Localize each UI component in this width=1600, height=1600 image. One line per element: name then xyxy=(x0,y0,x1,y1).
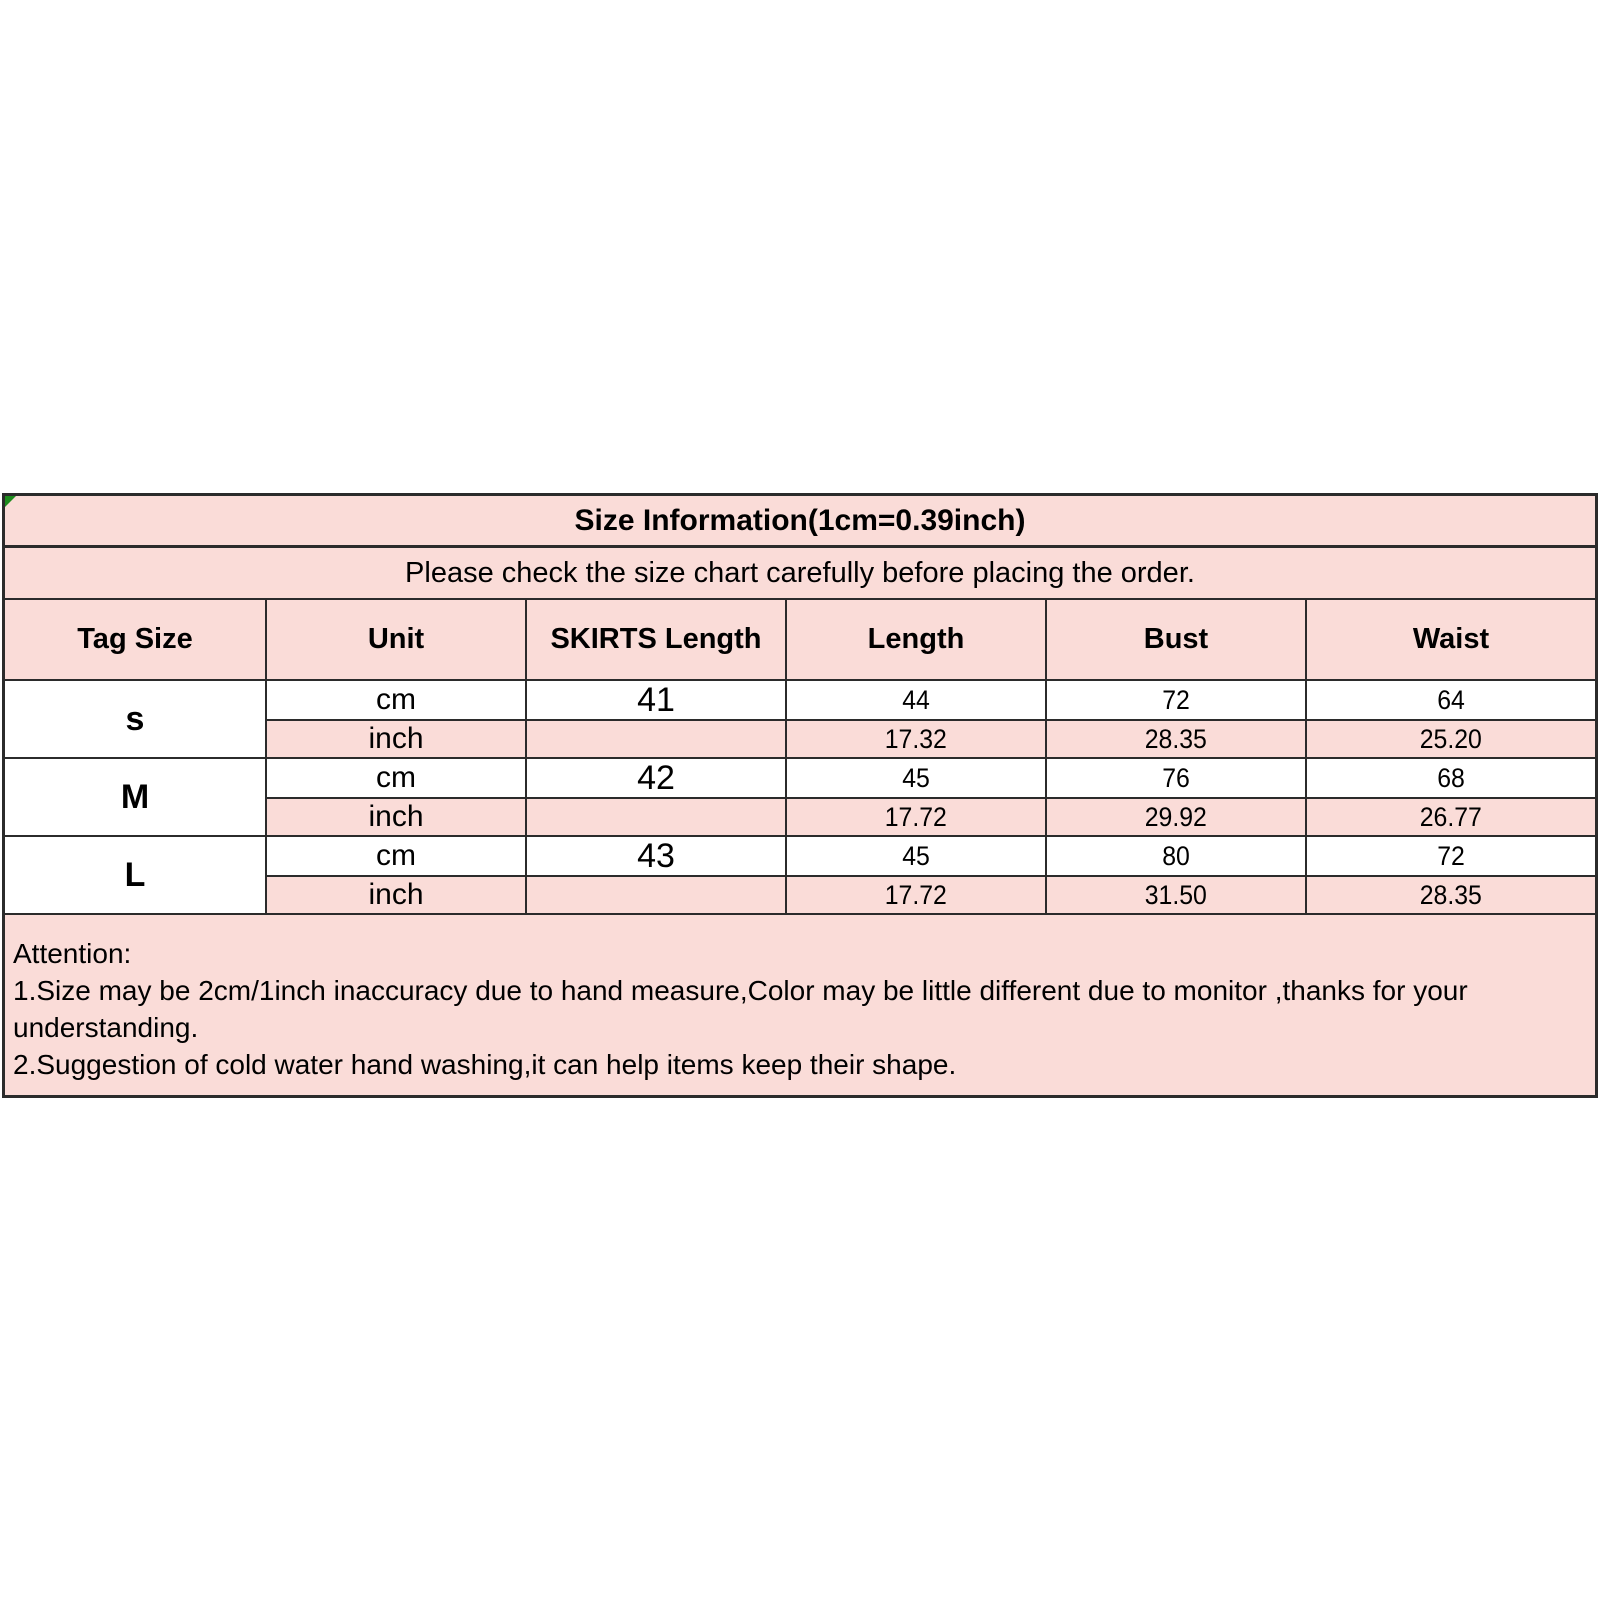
attention-heading: Attention: xyxy=(13,938,132,969)
unit-label: inch xyxy=(368,800,424,833)
bust-value: 28.35 xyxy=(1144,723,1208,754)
unit-label: cm xyxy=(376,683,416,716)
table-title: Size Information(1cm=0.39inch) xyxy=(5,496,1595,548)
size-row-m xyxy=(5,759,1595,837)
table-header-row xyxy=(5,600,1595,681)
header-tag-size: Tag Size xyxy=(5,600,267,679)
unit-label: cm xyxy=(376,761,416,794)
unit-label: cm xyxy=(376,839,416,872)
waist-value: 25.20 xyxy=(1419,723,1483,754)
skirts-length-value: 41 xyxy=(637,680,675,719)
header-skirts-length: SKIRTS Length xyxy=(527,600,787,679)
size-information-table xyxy=(2,493,1598,1098)
tag-size-label: s xyxy=(5,681,267,757)
header-length: Length xyxy=(787,600,1047,679)
skirts-length-value: 42 xyxy=(637,758,675,797)
bust-value: 80 xyxy=(1162,840,1190,871)
unit-label: inch xyxy=(368,722,424,755)
unit-label: inch xyxy=(368,878,424,911)
length-value: 17.72 xyxy=(884,879,948,910)
size-row-s xyxy=(5,681,1595,759)
skirts-length-value: 43 xyxy=(637,836,675,875)
size-row-l xyxy=(5,837,1595,915)
length-value: 17.72 xyxy=(884,801,948,832)
tag-size-label: L xyxy=(5,837,267,913)
waist-value: 26.77 xyxy=(1419,801,1483,832)
waist-value: 72 xyxy=(1437,840,1465,871)
waist-value: 64 xyxy=(1437,684,1465,715)
length-value: 45 xyxy=(902,840,930,871)
attention-line-2: 2.Suggestion of cold water hand washing,it can help items keep their shape. xyxy=(13,1049,957,1080)
bust-value: 76 xyxy=(1162,762,1190,793)
bust-value: 31.50 xyxy=(1144,879,1208,910)
length-value: 45 xyxy=(902,762,930,793)
header-unit: Unit xyxy=(267,600,527,679)
table-subtitle: Please check the size chart carefully before placing the order. xyxy=(5,548,1595,600)
length-value: 44 xyxy=(902,684,930,715)
waist-value: 28.35 xyxy=(1419,879,1483,910)
header-bust: Bust xyxy=(1047,600,1307,679)
attention-line-1: 1.Size may be 2cm/1inch inaccuracy due to hand measure,Color may be little different due to monitor ,thanks for your understanding. xyxy=(13,975,1468,1043)
bust-value: 29.92 xyxy=(1144,801,1208,832)
waist-value: 68 xyxy=(1437,762,1465,793)
length-value: 17.32 xyxy=(884,723,948,754)
attention-section xyxy=(5,915,1595,1095)
green-corner-marker-icon xyxy=(5,496,16,507)
tag-size-label: M xyxy=(5,759,267,835)
header-waist: Waist xyxy=(1412,623,1490,655)
bust-value: 72 xyxy=(1162,684,1190,715)
